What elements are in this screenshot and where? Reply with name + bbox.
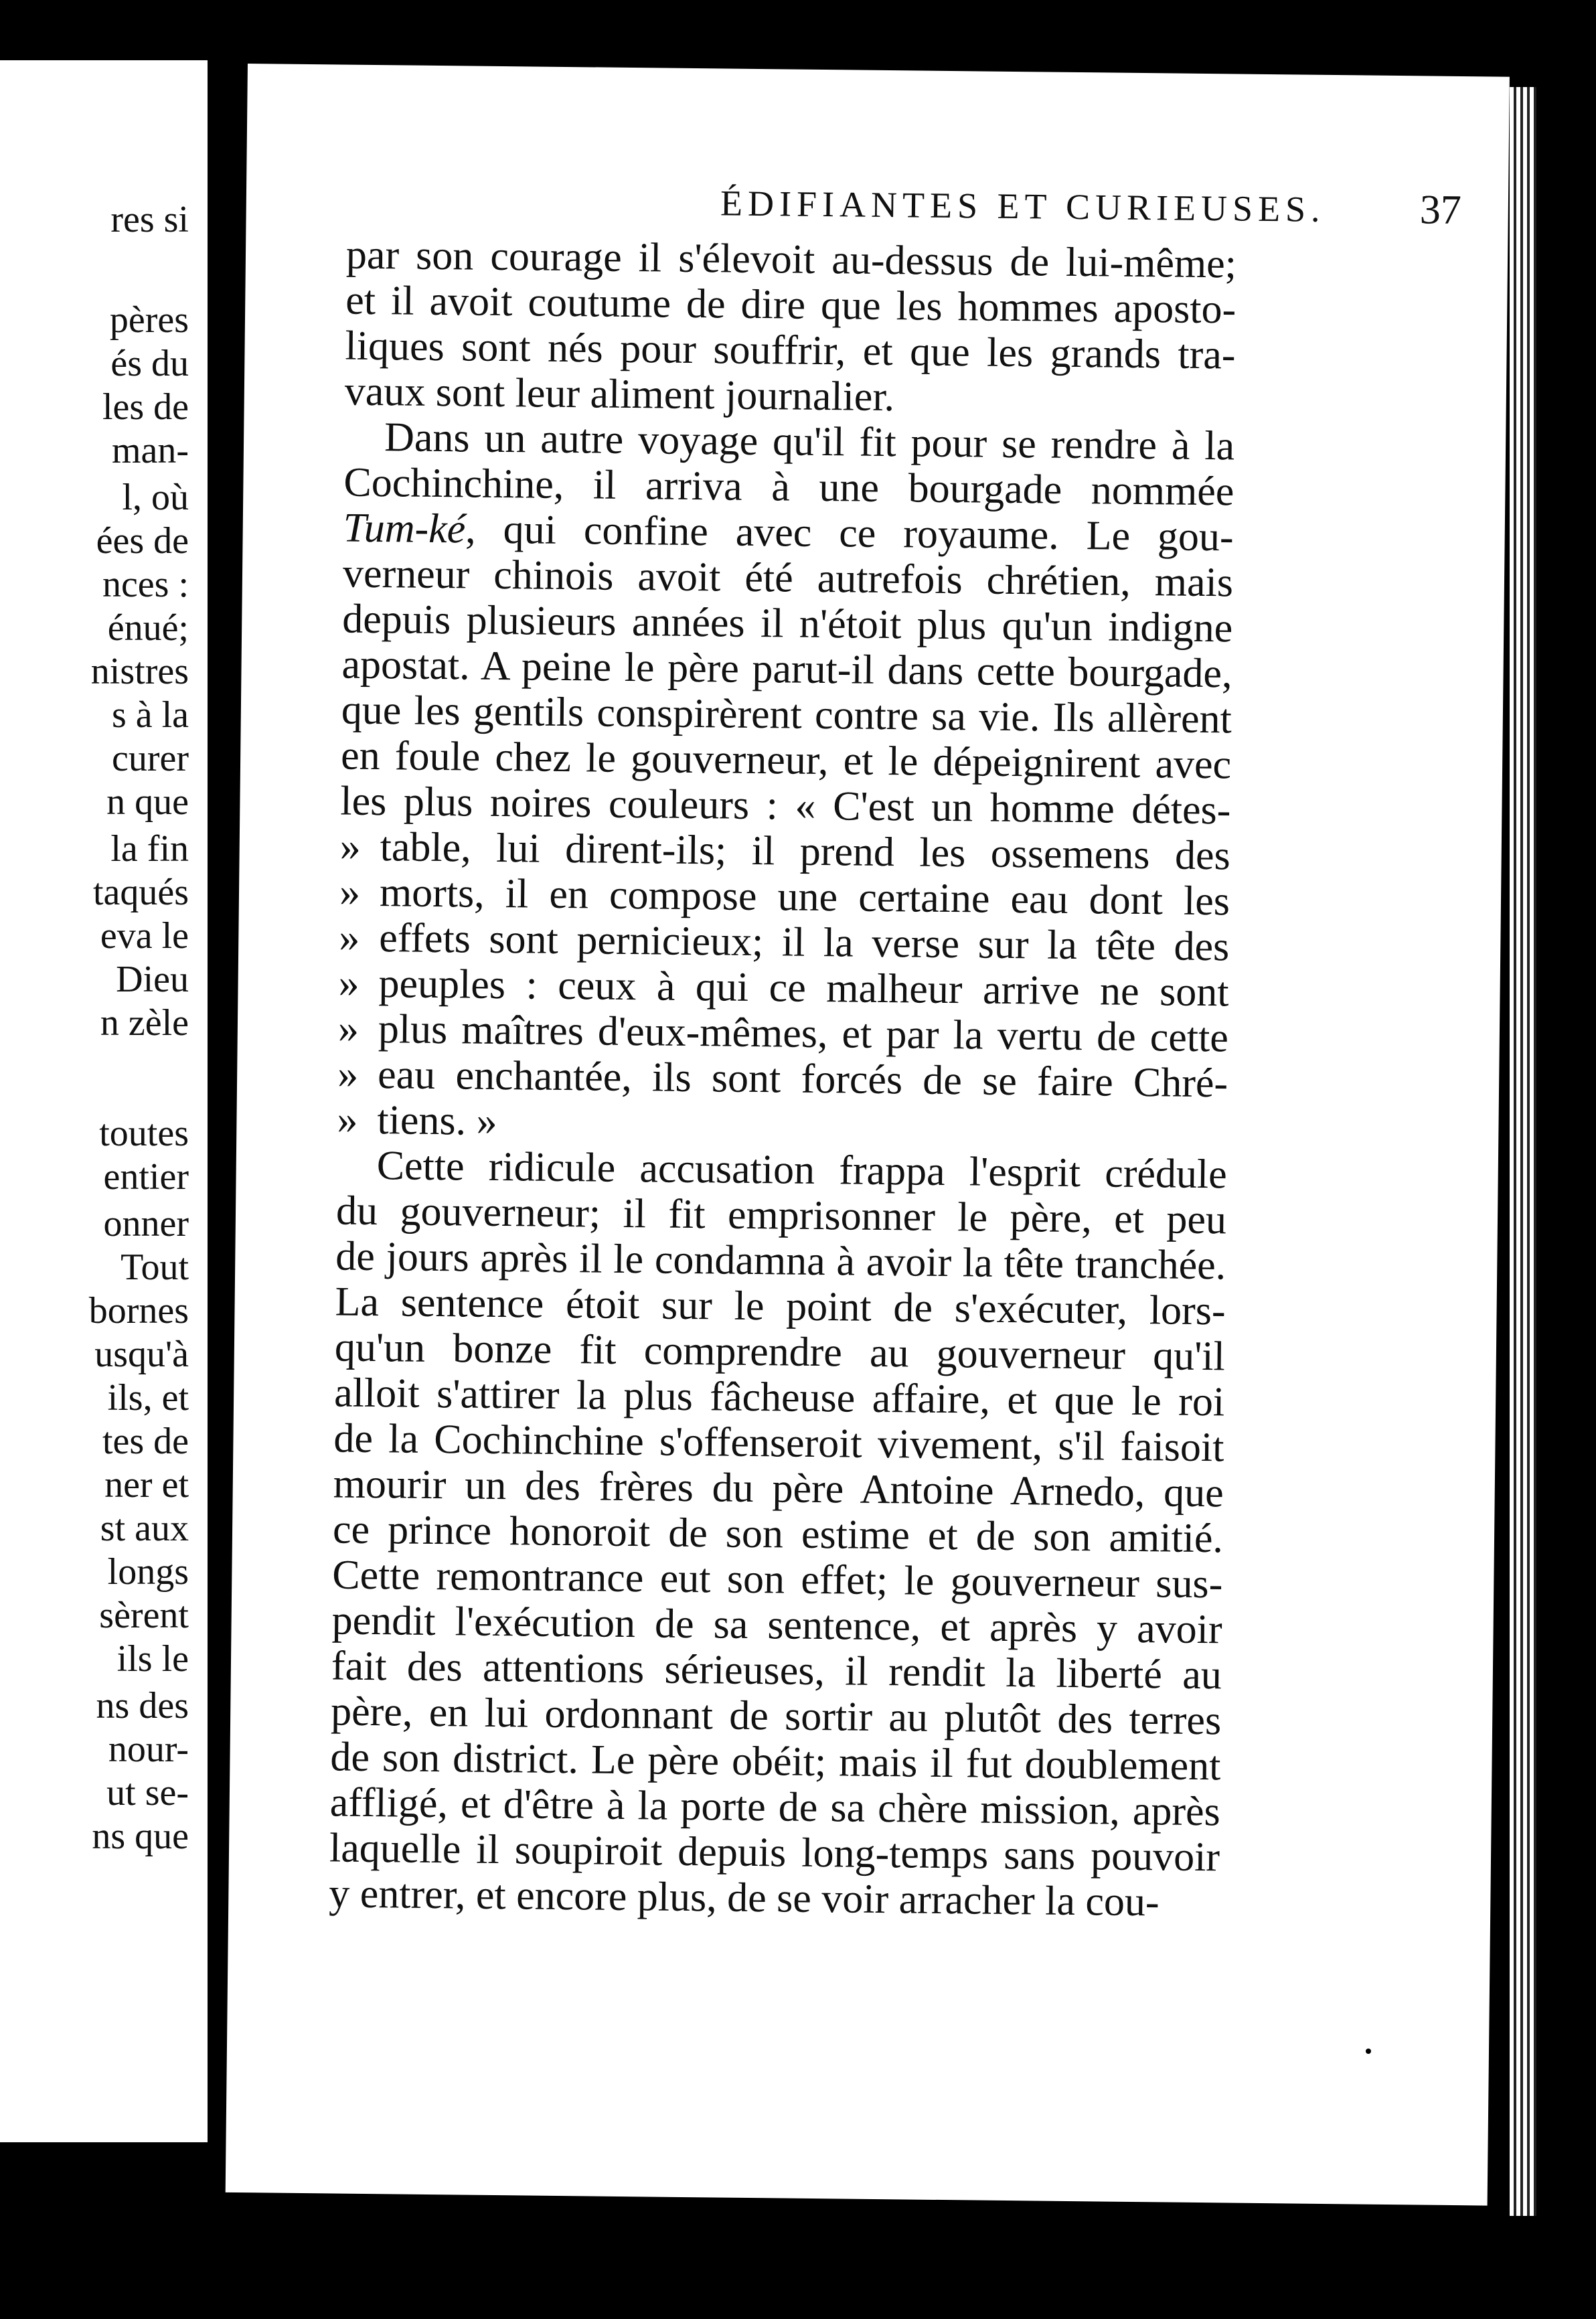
text-line: mourir un des frères du père Antoine Arnedo, que [333,1461,1224,1516]
left-page-line: st aux [100,1508,189,1549]
text-line-content: plus maîtres d'eux-mêmes, et par la vertu de cette [378,1006,1229,1061]
left-page-line: ut se- [106,1772,189,1814]
left-page-line: nour- [108,1729,189,1770]
text-line: vaux sont leur aliment journalier. [344,368,895,420]
left-page-line: Dieu [116,959,189,1000]
left-page-line: énué; [107,607,189,649]
text-line-content: tiens. » [377,1097,497,1144]
text-line: La sentence étoit sur le point de s'exécuter, lors- [335,1279,1226,1334]
text-line: pendit l'exécution de sa sentence, et après y avoir [331,1597,1222,1653]
scan-speck [1366,2049,1371,2054]
page [226,64,1510,2206]
quote-mark: » [338,914,360,961]
left-page-line: ner et [104,1464,189,1506]
text-line: affligé, et d'être à la porte de sa chère mission, après [329,1779,1221,1835]
text-line: et il avoit coutume de dire que les hommes aposto- [345,277,1236,333]
text-line-content: , qui confine avec ce royaume. Le gou- [465,506,1234,560]
text-line: Dans un autre voyage qu'il fit pour se rendre à la [384,414,1235,469]
scan-speck [1378,39,1383,44]
page-number: 37 [1419,187,1462,233]
left-page-line: ées de [96,520,189,562]
text-line-content: table, lui dirent-ils; il prend les ossemens des [380,824,1231,879]
left-page-line: nistres [90,651,189,692]
quote-mark: » [337,1051,359,1097]
text-line: Cette remontrance eut son effet; le gouverneur sus- [332,1552,1223,1607]
left-page-line: tes de [102,1421,189,1462]
text-line: liques sont nés pour souffrir, et que les grands tra- [345,323,1236,378]
running-head: ÉDIFIANTES ET CURIEUSES. [720,183,1326,230]
left-page-line: res si [110,199,189,240]
text-line: de jours après il le condamna à avoir la tête tranchée. [335,1233,1226,1289]
quote-mark: » [337,1006,360,1052]
left-page-line: nces : [102,564,189,605]
text-line: alloit s'attirer la plus fâcheuse affaire, et que le roi [333,1370,1225,1425]
quote-mark: » [338,960,360,1006]
text-line: de la Cochinchine s'offenseroit vivement, s'il faisoit [333,1415,1224,1471]
left-page-line: ns des [96,1685,189,1727]
left-page-line: pères [109,299,189,341]
left-page-line: longs [107,1551,189,1593]
left-page-line: usqu'à [94,1334,189,1375]
text-line: y entrer, et encore plus, de se voir arracher la cou- [329,1870,1160,1925]
text-line-content: eau enchantée, ils sont forcés de se faire Chré- [377,1052,1228,1107]
text-line: Cochinchine, il arriva à une bourgade nommée [343,459,1234,515]
text-line: que les gentils conspirèrent contre sa vie. Ils allèrent [341,687,1232,742]
text-line-content: effets sont pernicieux; il la verse sur la tête des [378,915,1230,970]
text-line: fait des attentions sérieuses, il rendit la liberté au [331,1643,1222,1698]
text-line: laquelle il soupiroit depuis long-temps sans pouvoir [329,1825,1220,1881]
place-name: Tum-ké [343,505,466,552]
text-line: Cette ridicule accusation frappa l'esprit crédule [376,1143,1228,1198]
left-page-line: curer [111,738,189,779]
left-page-line: Tout [121,1247,189,1288]
text-line-content: peuples : ceux à qui ce malheur arrive ne sont [378,961,1229,1016]
left-page-line: entier [103,1156,189,1198]
left-page-line: la fin [110,828,189,870]
left-page-line: sèrent [99,1595,189,1636]
text-line: qu'un bonze fit comprendre au gouverneur qu'il [334,1324,1226,1380]
left-page-line: l, où [122,477,189,518]
left-page-line: ils le [116,1638,189,1680]
text-line: par son courage il s'élevoit au-dessus de lui-même; [345,232,1237,287]
left-page-line: bornes [88,1290,189,1332]
text-line: père, en lui ordonnant de sortir au plutôt des terres [330,1688,1222,1744]
quote-mark: » [339,823,362,870]
left-page-line: les de [102,386,189,428]
left-page-line: toutes [99,1113,189,1154]
text-line: ce prince honoroit de son estime et de son amitié. [332,1506,1224,1562]
left-page-line: onner [103,1203,189,1245]
text-line: verneur chinois avoit été autrefois chrétien, mais [342,550,1234,606]
body-text [329,232,1236,1926]
left-page-line: ns que [92,1816,189,1857]
left-page-line: s à la [111,694,189,736]
quote-mark: » [337,1097,358,1143]
text-line: de son district. Le père obéit; mais il fut doublement [330,1734,1221,1789]
left-page-line: és du [110,343,189,384]
left-page-line: taqués [92,872,189,913]
text-line-content: morts, il en compose une certaine eau dont les [379,870,1230,925]
left-page-fragment [0,60,208,2142]
text-line: depuis plusieurs années il n'étoit plus qu'un indigne [341,596,1233,651]
left-page-line: n zèle [100,1002,189,1044]
page-edge [1510,87,1536,2216]
quote-mark: » [339,869,361,915]
left-page-line: ils, et [107,1377,189,1419]
left-page-line: man- [111,430,189,471]
text-line: apostat. A peine le père parut-il dans cette bourgade, [341,641,1232,697]
left-page-line: eva le [100,915,189,957]
left-page-line: n que [106,781,189,823]
text-line: du gouverneur; il fit emprisonner le père, et peu [335,1188,1227,1243]
text-line: en foule chez le gouverneur, et le dépeignirent avec [340,732,1232,788]
text-line: les plus noires couleurs : « C'est un homme détes- [340,778,1231,833]
